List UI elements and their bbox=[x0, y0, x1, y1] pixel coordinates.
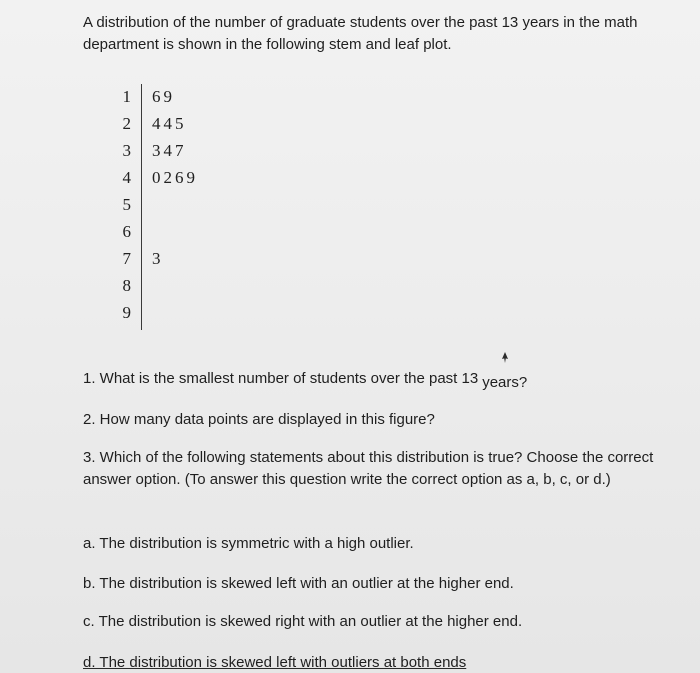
option-a: a. The distribution is symmetric with a high outlier. bbox=[83, 535, 414, 552]
stem-value: 9 bbox=[122, 303, 131, 322]
stem-value: 4 bbox=[122, 168, 131, 187]
question-1 bbox=[83, 368, 527, 390]
question-2: 2. How many data points are displayed in this figure? bbox=[83, 411, 435, 428]
leaf-values: 69 bbox=[152, 87, 175, 106]
stem-value: 3 bbox=[122, 141, 131, 160]
intro-text: A distribution of the number of graduate students over the past 13 years in the math department is shown in the following stem and leaf plot. bbox=[83, 14, 638, 53]
question-1-tail: years? bbox=[482, 374, 528, 391]
stem-value: 1 bbox=[122, 87, 131, 106]
stem-row bbox=[112, 272, 232, 299]
stem-value: 5 bbox=[122, 195, 131, 214]
option-b: b. The distribution is skewed left with an outlier at the higher end. bbox=[83, 575, 514, 592]
stem-row bbox=[112, 164, 232, 191]
option-c: c. The distribution is skewed right with an outlier at the higher end. bbox=[83, 613, 523, 630]
leaf-values: 445 bbox=[152, 114, 187, 133]
stem-leaf-plot bbox=[112, 83, 232, 333]
stem-value: 2 bbox=[122, 114, 131, 133]
mouse-pointer-icon bbox=[499, 352, 511, 364]
stem-value: 7 bbox=[122, 249, 131, 268]
stem-value: 6 bbox=[122, 222, 131, 241]
leaf-values: 3 bbox=[152, 249, 164, 268]
leaf-values: 347 bbox=[152, 141, 187, 160]
leaf-values: 0269 bbox=[152, 168, 198, 187]
stem-row bbox=[112, 245, 232, 272]
stem-value: 8 bbox=[122, 276, 131, 295]
option-d: d. The distribution is skewed left with outliers at both ends bbox=[83, 654, 467, 671]
question-1-text: 1. What is the smallest number of students over the past 13 bbox=[83, 370, 479, 387]
stem-row bbox=[112, 83, 232, 110]
stem-row bbox=[112, 110, 232, 137]
question-3: 3. Which of the following statements about this distribution is true? Choose the correct answer option. (To answer this question write the correct option as a, b, c, or d.) bbox=[83, 449, 654, 488]
stem-row bbox=[112, 191, 232, 218]
stem-row bbox=[112, 299, 232, 326]
stem-row bbox=[112, 218, 232, 245]
stem-row bbox=[112, 137, 232, 164]
